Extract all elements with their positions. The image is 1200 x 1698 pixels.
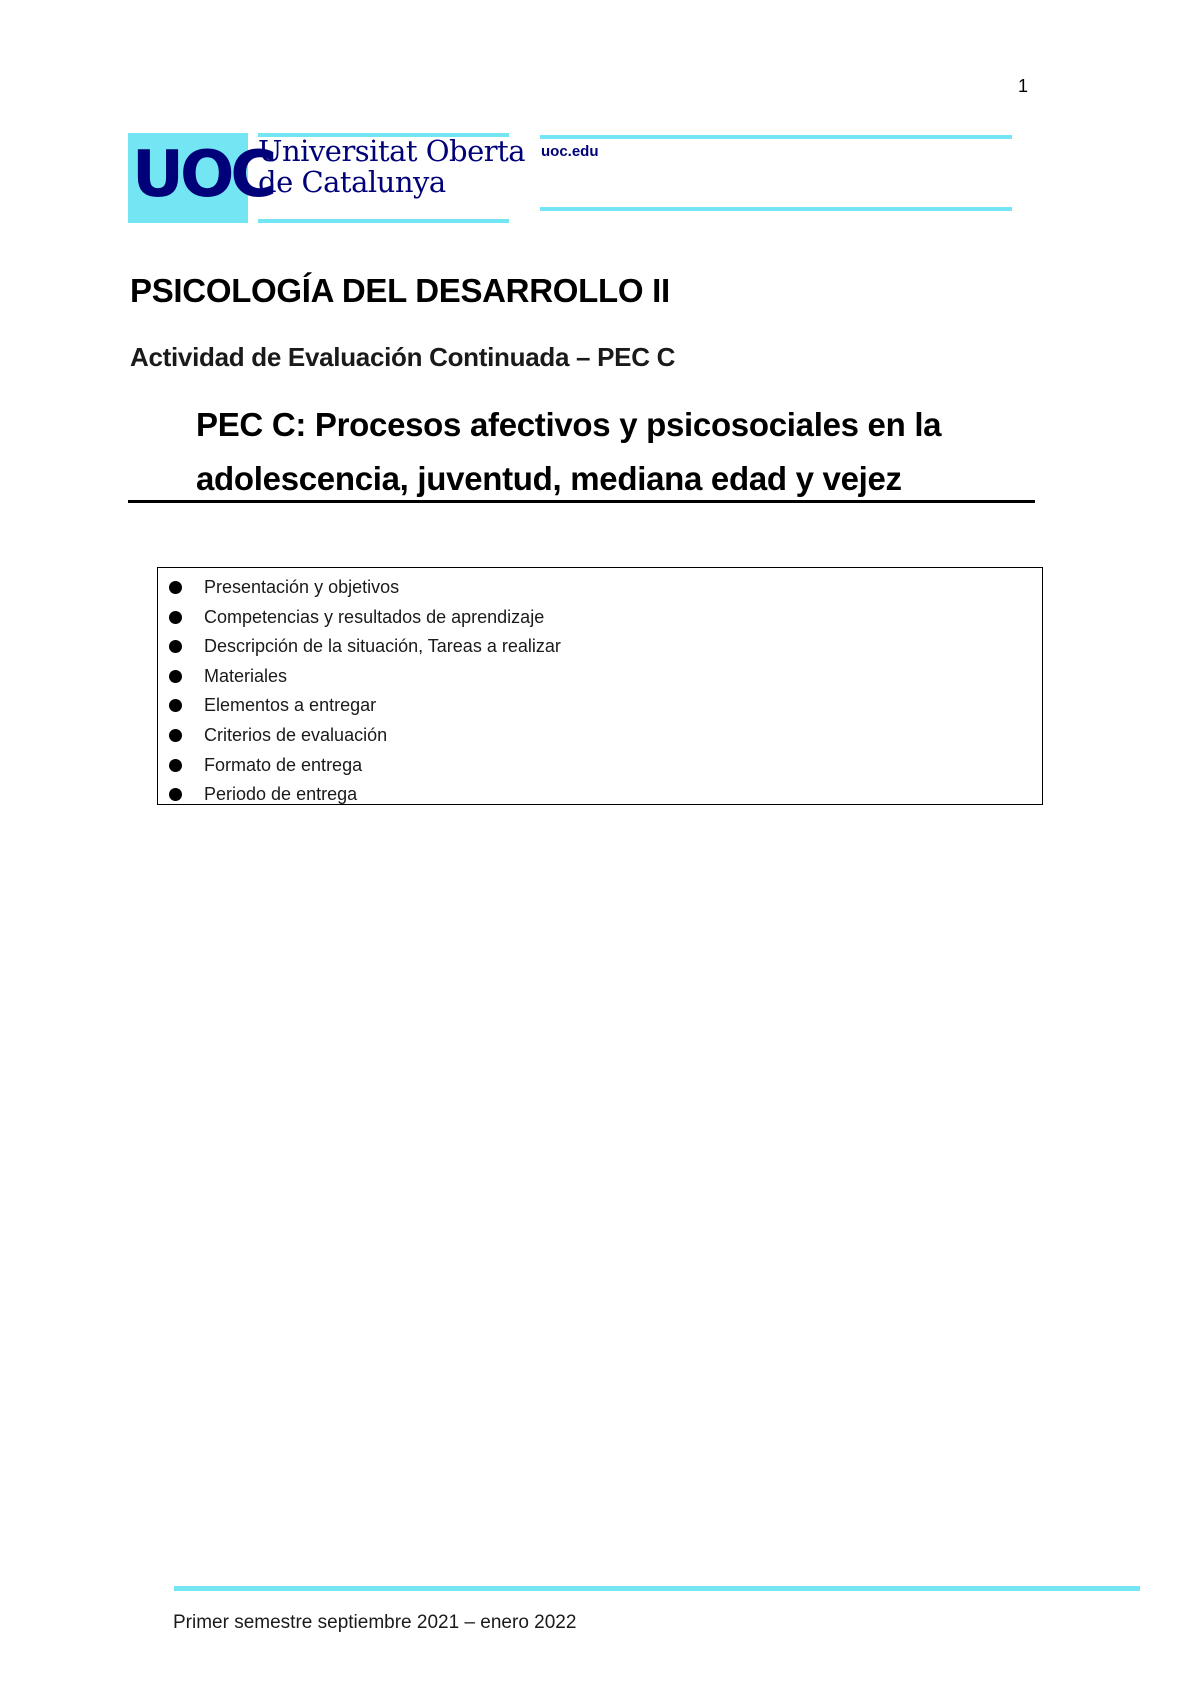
page-number: 1	[1018, 76, 1029, 96]
contents-box	[157, 567, 1043, 805]
bullet-icon	[169, 611, 182, 624]
bullet-icon	[169, 640, 182, 653]
list-item-label: Elementos a entregar	[204, 695, 377, 716]
pec-title-line2: adolescencia, juventud, mediana edad y vejez	[196, 460, 902, 497]
logo-rule-bottom-left	[258, 219, 509, 223]
logo-rule-top-right	[540, 135, 1012, 139]
course-title: PSICOLOGÍA DEL DESARROLLO II	[130, 272, 670, 309]
footer-text: Primer semestre septiembre 2021 – enero 2022	[173, 1612, 577, 1633]
list-item-label: Formato de entrega	[204, 754, 363, 775]
list-item	[158, 751, 1042, 781]
logo-mark-block	[128, 133, 274, 223]
bullet-icon	[169, 670, 182, 683]
logo-mark: UOC	[132, 138, 274, 212]
list-item-label: Descripción de la situación, Tareas a realizar	[204, 636, 561, 657]
list-item	[158, 721, 1042, 751]
bullet-icon	[169, 699, 182, 712]
title-underline	[128, 500, 1035, 503]
bullet-icon	[169, 729, 182, 742]
pec-title-line1: PEC C: Procesos afectivos y psicosociales en la	[196, 406, 942, 443]
list-item-label: Presentación y objetivos	[204, 577, 400, 597]
list-item-label: Periodo de entrega	[204, 784, 358, 805]
logo-rule-bottom-right	[540, 207, 1012, 211]
list-item-label: Criterios de evaluación	[204, 724, 388, 745]
list-item	[158, 632, 1042, 662]
list-item-label: Competencias y resultados de aprendizaje	[204, 606, 545, 627]
list-item	[158, 691, 1042, 721]
logo-name-line2: de Catalunya	[258, 165, 446, 199]
bullet-icon	[169, 759, 182, 772]
activity-title: Actividad de Evaluación Continuada – PEC C	[130, 342, 676, 372]
bullet-icon	[169, 788, 182, 801]
list-item	[158, 662, 1042, 692]
list-item	[158, 603, 1042, 633]
list-item	[158, 573, 1042, 603]
logo-url: uoc.edu	[541, 143, 599, 160]
list-item	[158, 780, 1042, 810]
list-item-label: Materiales	[204, 665, 288, 686]
bullet-icon	[169, 581, 182, 594]
contents-list	[158, 573, 1042, 810]
footer-rule	[174, 1586, 1140, 1591]
logo-name	[258, 136, 525, 198]
logo-name-line1: Universitat Oberta	[258, 134, 526, 168]
pec-title	[196, 398, 1036, 506]
